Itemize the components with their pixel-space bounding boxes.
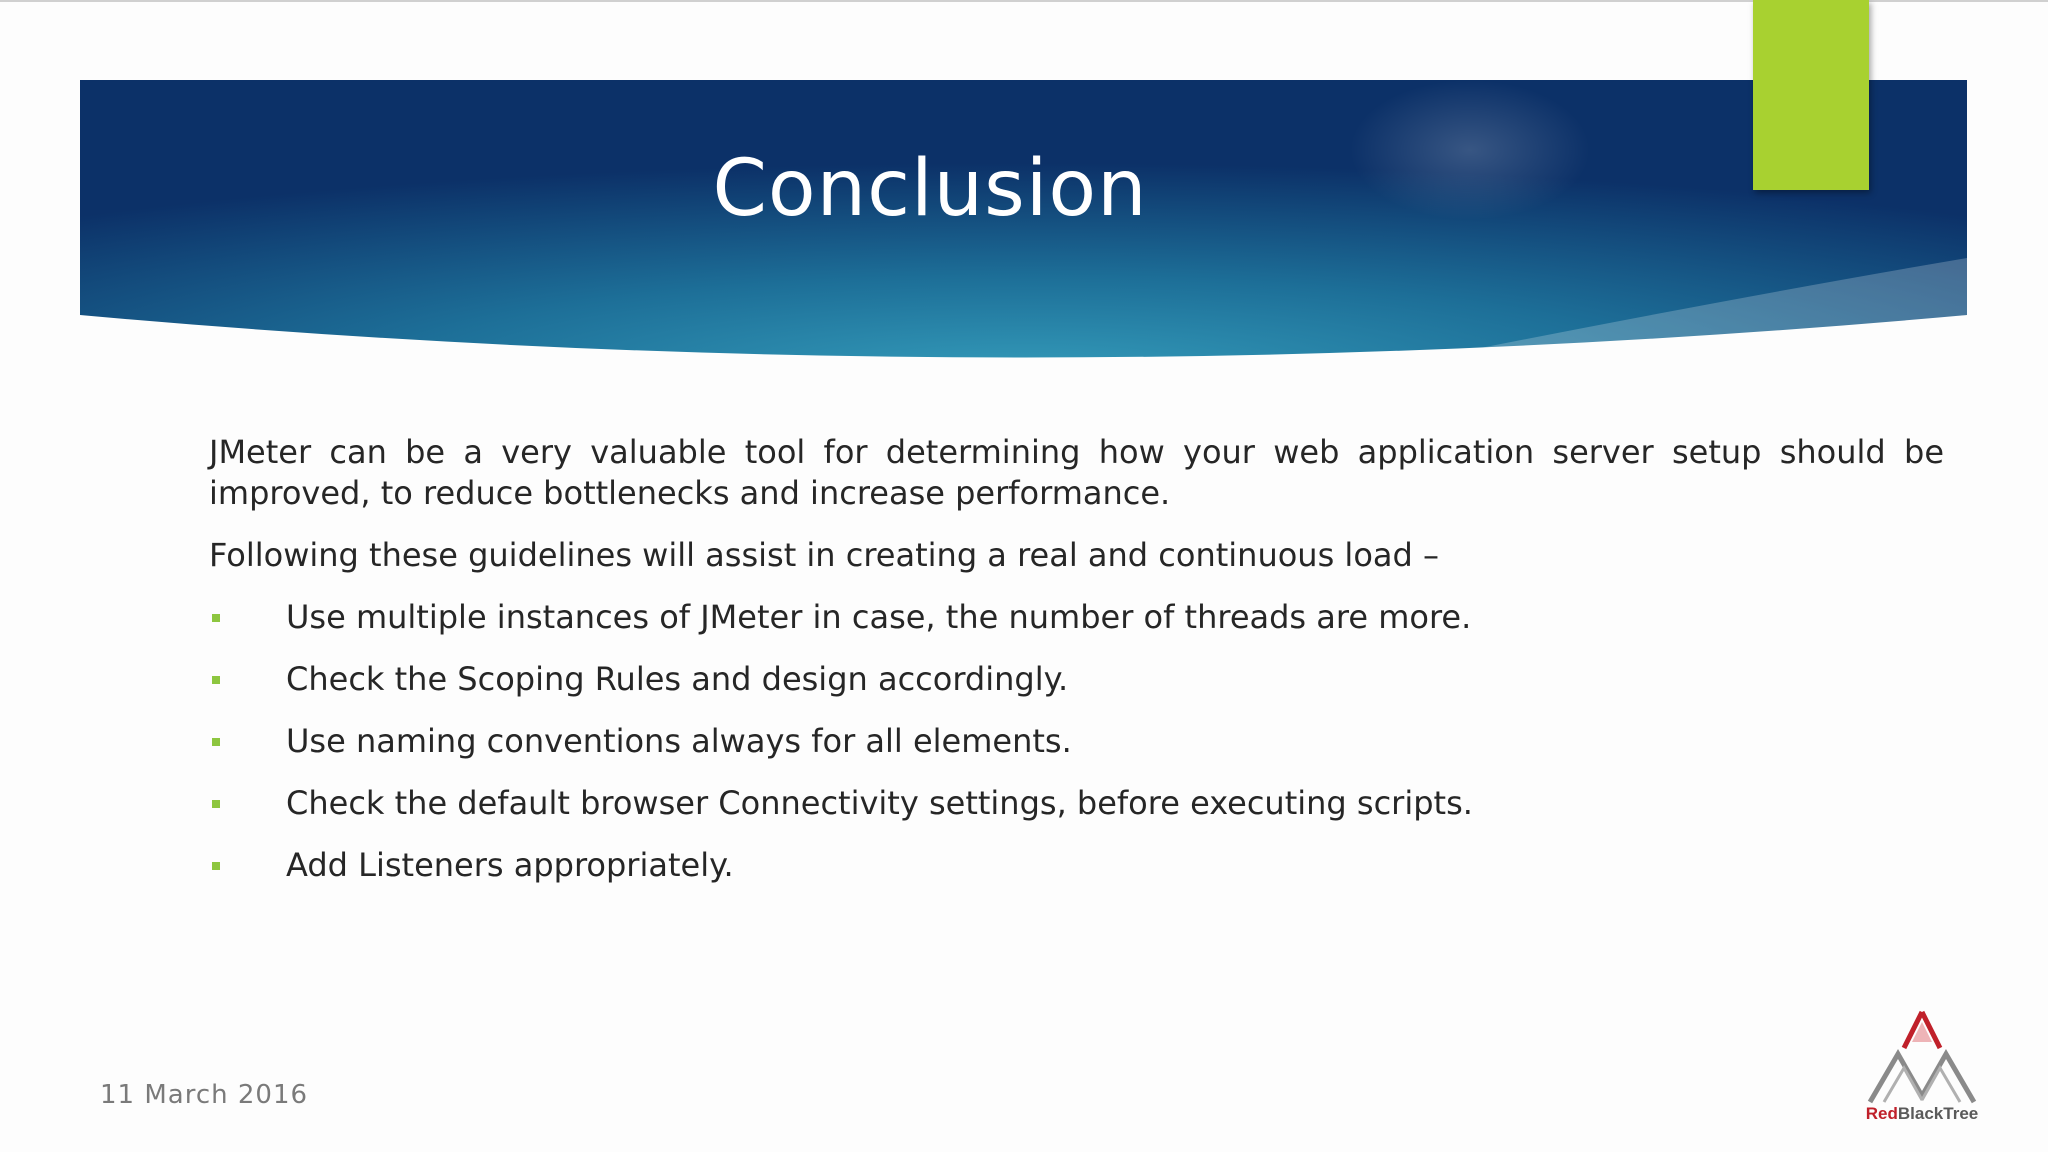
slide-body [209,432,1944,907]
slide-title: Conclusion [712,144,1148,234]
guidelines-paragraph: Following these guidelines will assist in creating a real and continuous load – [209,536,1439,574]
bullet-text: Check the Scoping Rules and design accordingly. [286,660,1069,698]
bullet-text: Add Listeners appropriately. [286,846,734,884]
bullet-text: Use multiple instances of JMeter in case, the number of threads are more. [286,598,1472,636]
bullet-item [209,721,1944,762]
square-bullet-icon [212,738,220,746]
bullet-list [209,597,1944,886]
square-bullet-icon [212,862,220,870]
logo-text-rest: BlackTree [1897,1104,1979,1123]
bullet-item [209,845,1944,886]
bullet-text: Check the default browser Connectivity settings, before executing scripts. [286,784,1473,822]
logo-text-red: Red [1865,1104,1898,1123]
intro-paragraph: JMeter can be a very valuable tool for determining how your web application server setup should be improved, to reduce bottlenecks and increase performance. [209,433,1944,512]
company-logo-text [1862,1104,1982,1124]
bullet-item [209,597,1944,638]
bullet-item [209,659,1944,700]
bullet-item [209,783,1944,824]
square-bullet-icon [212,800,220,808]
top-divider [0,0,2048,2]
square-bullet-icon [212,676,220,684]
footer-date: 11 March 2016 [100,1080,309,1110]
bullet-text: Use naming conventions always for all elements. [286,722,1072,760]
square-bullet-icon [212,614,220,622]
